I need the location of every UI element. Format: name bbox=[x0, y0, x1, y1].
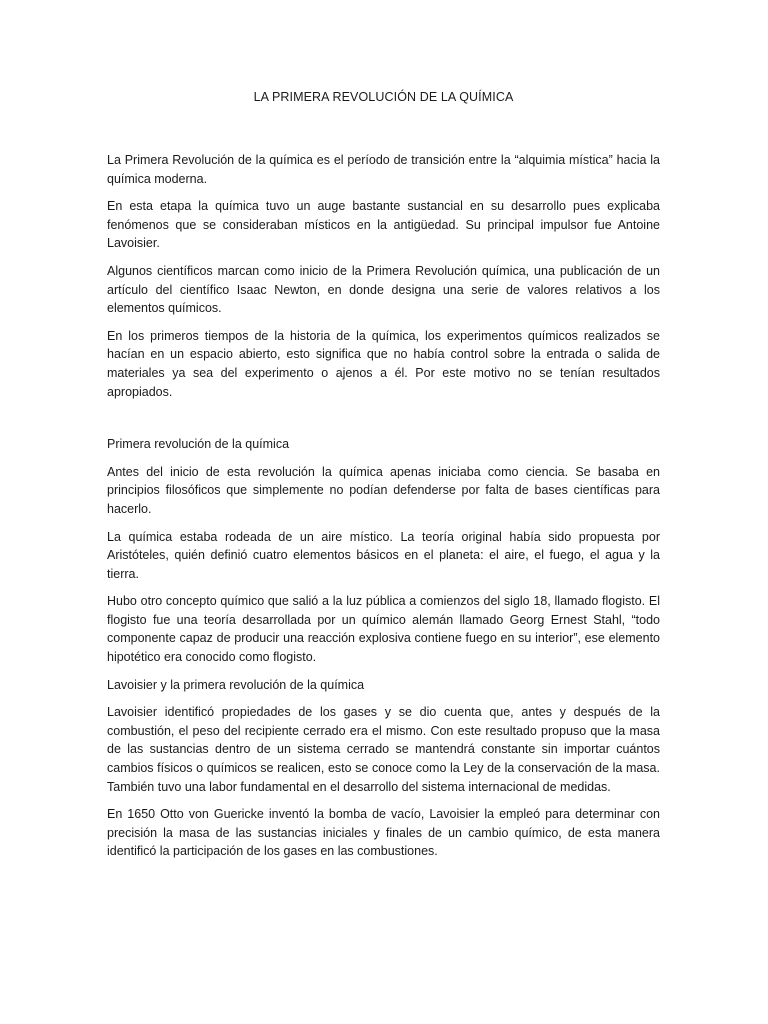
intro-paragraph-4: En los primeros tiempos de la historia de la química, los experimentos químicos realizados se hacían en un espacio abierto, esto significa que no había control sobre la entrada o salida de materiales ya sea del experimento o ajenos a él. Por este motivo no se tenían resultados apropiados. bbox=[107, 328, 660, 399]
section1-paragraph-1: Antes del inicio de esta revolución la química apenas iniciaba como ciencia. Se basaba en principios filosóficos que simplemente no podían defenderse por falta de bases científicas para hacerlo. bbox=[107, 464, 660, 516]
document-body bbox=[107, 88, 660, 870]
document-title: LA PRIMERA REVOLUCIÓN DE LA QUÍMICA bbox=[253, 90, 514, 104]
section1-paragraph-3: Hubo otro concepto químico que salió a la luz pública a comienzos del siglo 18, llamado flogisto. El flogisto fue una teoría desarrollada por un químico alemán llamado Georg Ernest Stahl, “todo componente capaz de producir una reacción explosiva contiene fuego en su interior”, ese elemento hipotético era conocido como flogisto. bbox=[107, 594, 660, 665]
intro-paragraph-2: En esta etapa la química tuvo un auge bastante sustancial en su desarrollo pues explicaba fenómenos que se consideraban místicos en la antigüedad. Su principal impulsor fue Antoine Lavoisier. bbox=[107, 199, 660, 251]
section-heading-lavoisier: Lavoisier y la primera revolución de la química bbox=[107, 677, 365, 692]
section2-paragraph-1: Lavoisier identificó propiedades de los gases y se dio cuenta que, antes y después de la combustión, el peso del recipiente cerrado era el mismo. Con este resultado propuso que la masa de las sustancias dentro de un sistema cerrado se mantendrá constante sin importar cuántos cambios físicos o químicos se realicen, esto se conoce como la Ley de la conservación de la masa. También tuvo una labor fundamental en el desarrollo del sistema internacional de medidas. bbox=[107, 705, 660, 794]
section-heading-primera-revolucion: Primera revolución de la química bbox=[107, 437, 290, 452]
section2-paragraph-2: En 1650 Otto von Guericke inventó la bomba de vacío, Lavoisier la empleó para determinar con precisión la masa de las sustancias iniciales y finales de un cambio químico, de esta manera identificó la participación de los gases en las combustiones. bbox=[107, 807, 660, 859]
section1-paragraph-2: La química estaba rodeada de un aire místico. La teoría original había sido propuesta por Aristóteles, quién definió cuatro elementos básicos en el planeta: el aire, el fuego, el agua y la tierra. bbox=[107, 529, 660, 581]
intro-paragraph-1: La Primera Revolución de la química es el período de transición entre la “alquimia mística” hacia la química moderna. bbox=[107, 153, 660, 186]
intro-paragraph-3: Algunos científicos marcan como inicio de la Primera Revolución química, una publicación de un artículo del científico Isaac Newton, en donde designa una serie de valores relativos a los elementos químicos. bbox=[107, 263, 660, 316]
